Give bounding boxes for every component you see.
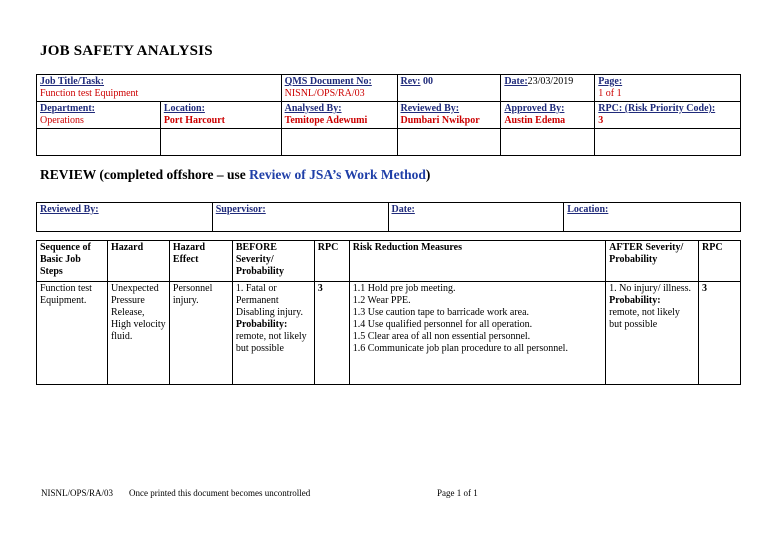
rev-label: Rev: [400,76,421,87]
review-suffix: ) [425,167,431,182]
approved-label: Approved By: [504,103,565,114]
qms-label: QMS Document No: [284,76,372,87]
department-label: Department: [40,103,95,114]
analysed-cell [281,102,397,129]
footer-page: Page 1 of 1 [437,488,478,498]
page-label: Page: [598,76,623,87]
blank-cell-4 [397,129,501,156]
location-label: Location: [163,103,205,114]
date-cell [501,75,595,102]
blank-cell-2 [160,129,281,156]
col-rpc-before: RPC [314,241,349,282]
before-severity: 1. Fatal or Permanent Disabling injury. [235,283,303,318]
review-supervisor-cell [212,203,388,232]
review-reviewed-by-cell [37,203,213,232]
analysis-header-row [37,241,741,282]
qms-value: NISNL/OPS/RA/03 [284,88,365,99]
review-location-cell [564,203,741,232]
job-title-label: Job Title/Task: [40,76,105,87]
page-value: 1 of 1 [598,88,622,99]
analysis-row [37,282,741,385]
department-cell [37,102,161,129]
qms-cell [281,75,397,102]
measure-item: 1.4 Use qualified personnel for all operation. [352,319,533,330]
step-cell: Function test Equipment. [37,282,108,385]
blank-cell-5 [501,129,595,156]
approved-cell [501,102,595,129]
date-value: 23/03/2019 [527,76,574,87]
after-cell [606,282,699,385]
footer-note: Once printed this document becomes uncontrolled [129,488,311,498]
measure-item: 1.6 Communicate job plan procedure to all personnel. [352,343,568,354]
rev-value: 00 [423,76,433,87]
review-row [37,203,741,232]
location-cell [160,102,281,129]
document-title: JOB SAFETY ANALYSIS [40,43,213,59]
review-supervisor-label: Supervisor: [215,204,266,215]
review-method-link[interactable]: Review of JSA’s Work Method [249,167,426,182]
location-value: Port Harcourt [163,115,225,126]
header-row-3 [37,129,741,156]
review-reviewed-by-label: Reviewed By: [40,204,99,215]
measure-item: 1.5 Clear area of all non essential personnel. [352,331,531,342]
job-title-cell [37,75,282,102]
rpc-after-cell: 3 [698,282,740,385]
measures-cell [349,282,605,385]
reviewed-label: Reviewed By: [400,103,460,114]
blank-cell-1 [37,129,161,156]
after-probability-value: remote, not likely but possible [609,307,680,330]
approved-value: Austin Edema [504,115,566,126]
before-cell [232,282,314,385]
date-label: Date: [504,76,528,87]
col-hazard-effect: Hazard Effect [169,241,232,282]
blank-cell-6 [595,129,741,156]
rpc-value: 3 [598,115,604,126]
after-severity: 1. No injury/ illness. [609,283,692,294]
header-row-2 [37,102,741,129]
before-probability-label: Probability: [235,319,288,330]
col-before: BEFORE Severity/ Probability [232,241,314,282]
reviewed-value: Dumbari Nwikpor [400,115,480,126]
col-measures: Risk Reduction Measures [349,241,605,282]
header-table [36,74,741,156]
hazard-cell: Unexpected Pressure Release, High velocity fluid. [107,282,169,385]
analysed-label: Analysed By: [284,103,342,114]
page-cell [595,75,741,102]
review-prefix: REVIEW (completed offshore – use [40,167,250,182]
review-location-label: Location: [567,204,609,215]
analysed-value: Temitope Adewumi [284,115,368,126]
col-rpc-after: RPC [698,241,740,282]
effect-cell: Personnel injury. [169,282,232,385]
rpc-before-cell: 3 [314,282,349,385]
col-steps: Sequence of Basic Job Steps [37,241,108,282]
col-hazard: Hazard [107,241,169,282]
department-value: Operations [40,115,84,126]
after-probability-label: Probability: [609,295,661,306]
review-heading [40,167,430,183]
rev-cell [397,75,501,102]
before-probability-value: remote, not likely but possible [235,331,307,354]
blank-cell-3 [281,129,397,156]
measure-item: 1.2 Wear PPE. [352,295,411,306]
header-row-1 [37,75,741,102]
reviewed-cell [397,102,501,129]
rpc-label: RPC: (Risk Priority Code): [598,103,716,114]
measure-item: 1.1 Hold pre job meeting. [352,283,456,294]
review-table [36,202,741,232]
job-title-value: Function test Equipment [40,88,139,99]
measure-item: 1.3 Use caution tape to barricade work area. [352,307,530,318]
analysis-table [36,240,741,385]
col-after: AFTER Severity/ Probability [606,241,699,282]
review-date-cell [388,203,564,232]
footer-doc-no: NISNL/OPS/RA/03 [41,488,114,498]
review-date-label: Date: [391,204,415,215]
rpc-cell [595,102,741,129]
